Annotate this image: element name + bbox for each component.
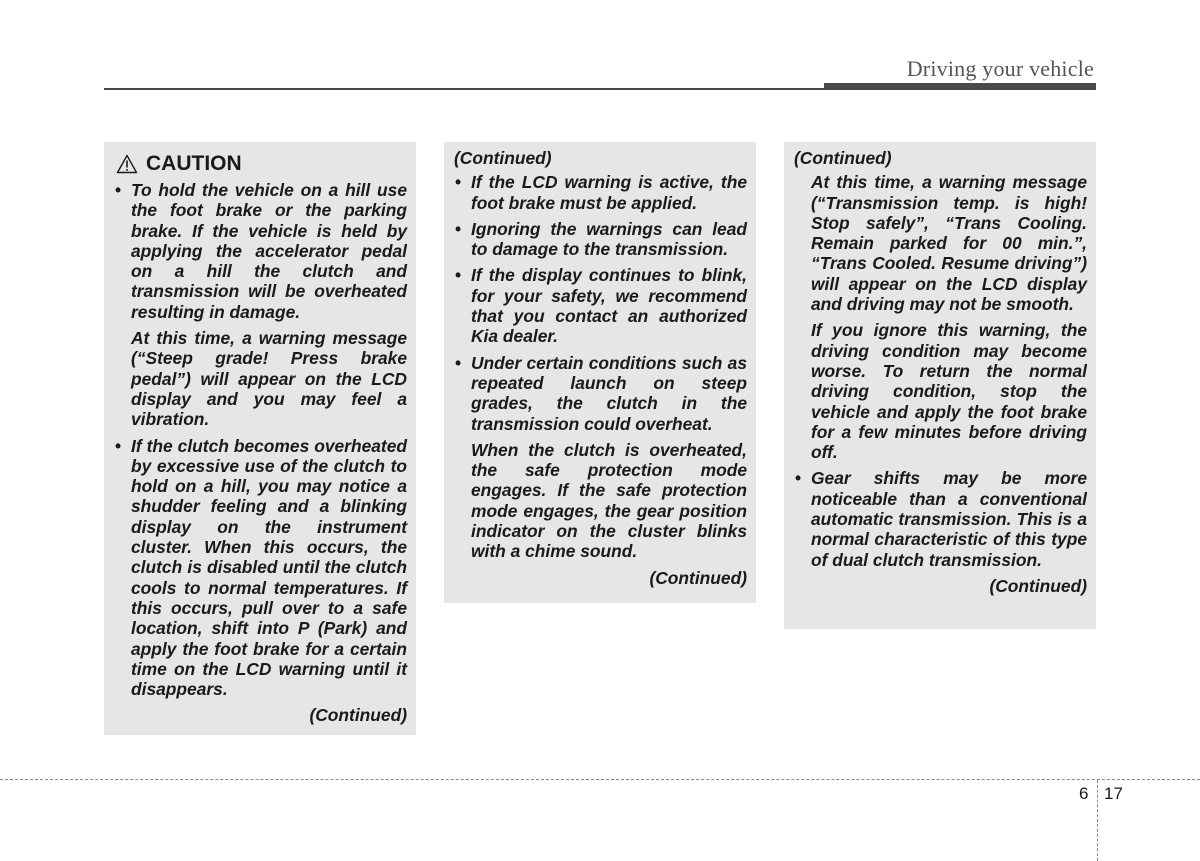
warning-triangle-icon: [116, 154, 138, 174]
footer-dashed-rule: [0, 779, 1200, 780]
caution-bullet: • If the display continues to blink, for your safety, we recommend that you contact an authorized Kia dealer.: [454, 265, 747, 346]
page-number: 17: [1104, 784, 1123, 803]
caution-heading: [116, 152, 407, 176]
caution-paragraph: At this time, a warning message (“Transmission temp. is high! Stop safely”, “Trans Cooling. Remain parked for 00 min.”, “Trans Cooled. Resume driving”) will appear on the LCD display and driving may not be smooth.: [811, 172, 1087, 315]
caution-bullet: • If the clutch becomes overheated by excessive use of the clutch to hold on a hill, you may notice a shudder feeling and a blinking display on the instrument cluster. When this occurs, the clutch is disabled until the clutch cools to normal temperatures. If this occurs, pull over to a safe location, shift into P (Park) and apply the foot brake for a certain time on the LCD warning until it disappears.: [114, 436, 407, 700]
caution-bullet: • Ignoring the warnings can lead to damage to the transmission.: [454, 219, 747, 260]
caution-bullet: • To hold the vehicle on a hill use the foot brake or the parking brake. If the vehicle is held by applying the accelerator pedal on a hill the clutch and transmission will be overheated resulting in damage.: [114, 180, 407, 322]
caution-bullet: • If the LCD warning is active, the foot brake must be applied.: [454, 172, 747, 213]
caution-bullet: • Gear shifts may be more noticeable than a conventional automatic transmission. This is a normal characteristic of this type of dual clutch transmission.: [794, 468, 1087, 569]
chapter-number: 6: [1079, 784, 1089, 803]
footer-dashed-divider: [1097, 780, 1098, 861]
caution-panel-continued: [444, 142, 756, 603]
caution-paragraph: At this time, a warning message (“Steep grade! Press brake pedal”) will appear on the LCD display and you may feel a vibration.: [131, 328, 407, 430]
caution-label: CAUTION: [146, 152, 242, 175]
continued-label: (Continued): [794, 148, 892, 168]
header-rule-accent: [824, 83, 1096, 90]
continued-label: (Continued): [309, 705, 407, 726]
caution-paragraph: When the clutch is overheated, the safe protection mode engages. If the safe protection mode engages, the gear position indicator on the cluster blinks with a chime sound.: [471, 439, 747, 562]
caution-bullet: • Under certain conditions such as repeated launch on steep grades, the clutch in the transmission could overheat.: [454, 353, 747, 434]
continued-label: (Continued): [649, 567, 747, 588]
continued-label: (Continued): [989, 575, 1087, 596]
continued-label: (Continued): [454, 148, 552, 168]
caution-panel: [104, 142, 416, 735]
page-header-title: Driving your vehicle: [906, 56, 1094, 81]
caution-paragraph: If you ignore this warning, the driving condition may become worse. To return the normal driving condition, stop the vehicle and apply the foot brake for a few minutes before driving off.: [811, 320, 1087, 463]
caution-panel-continued: [784, 142, 1096, 629]
